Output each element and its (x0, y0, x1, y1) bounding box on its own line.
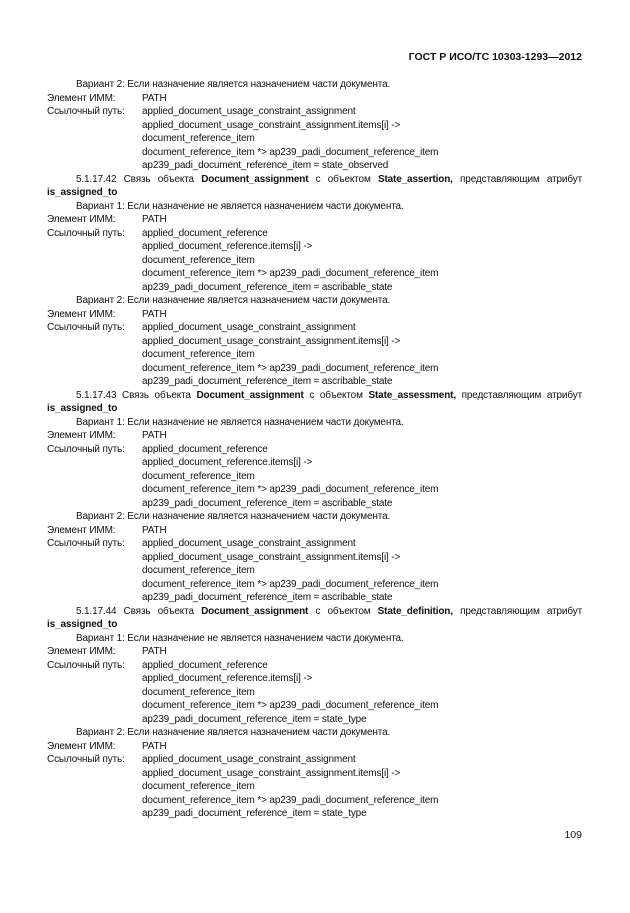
path-line: applied_document_usage_constraint_assignment.items[i] -> (142, 767, 401, 779)
path-line: applied_document_reference.items[i] -> (142, 457, 313, 468)
element-value: PATH (142, 214, 167, 225)
element-value: PATH (142, 308, 167, 320)
path-row (47, 564, 582, 578)
heading-entity: Document_assignment (196, 389, 304, 401)
path-line: applied_document_usage_constraint_assignment.items[i] -> (142, 119, 401, 131)
heading-entity: Document_assignment (201, 173, 309, 185)
path-row (47, 591, 582, 605)
heading-target: State_definition, (377, 605, 453, 617)
element-row (47, 92, 582, 106)
path-row (47, 767, 582, 781)
path-row (47, 780, 582, 794)
element-label: Элемент ИММ: (47, 646, 116, 657)
variant-title: Вариант 2: Если назначение является назначением части документа. (76, 79, 391, 90)
path-row (47, 375, 582, 389)
path-row (47, 227, 582, 241)
path-row (47, 497, 582, 511)
path-line: ap239_padi_document_reference_item = state_type (142, 808, 367, 819)
variant-title: Вариант 1: Если назначение не является назначением части документа. (76, 416, 404, 428)
path-row (47, 807, 582, 821)
path-line: document_reference_item *> ap239_padi_document_reference_item (142, 794, 439, 806)
path-line: document_reference_item *> ap239_padi_document_reference_item (142, 268, 439, 279)
path-line: applied_document_usage_constraint_assignment (142, 322, 356, 333)
element-value: PATH (142, 524, 167, 536)
path-label: Ссылочный путь: (47, 754, 125, 765)
path-label: Ссылочный путь: (47, 322, 125, 333)
document-header: ГОСТ Р ИСО/ТС 10303-1293—2012 (408, 51, 582, 63)
element-value: PATH (142, 92, 167, 104)
path-row (47, 483, 582, 497)
path-line: document_reference_item (142, 349, 255, 360)
path-line: document_reference_item (142, 133, 255, 144)
section-heading: 5.1.17.44 Связь объекта Document_assignment с объектом State_definition, представляющим атрибут is_assigned_to (47, 605, 582, 630)
path-line: ap239_padi_document_reference_item = ascribable_state (142, 376, 393, 387)
path-label: Ссылочный путь: (47, 659, 125, 671)
path-row (47, 281, 582, 295)
mapping-section (47, 389, 582, 605)
path-row (47, 119, 582, 133)
heading-target: State_assertion, (377, 173, 453, 185)
variant-title: Вариант 2: Если назначение является назначением части документа. (76, 727, 391, 738)
path-label: Ссылочный путь: (47, 538, 125, 549)
element-row (47, 645, 582, 659)
heading-attribute: is_assigned_to (47, 187, 118, 198)
path-line: applied_document_reference (142, 227, 268, 239)
path-line: ap239_padi_document_reference_item = state_observed (142, 160, 389, 171)
element-label: Элемент ИММ: (47, 308, 116, 320)
path-row (47, 578, 582, 592)
path-row (47, 537, 582, 551)
path-line: applied_document_usage_constraint_assignment (142, 106, 356, 117)
path-label: Ссылочный путь: (47, 443, 125, 455)
path-row (47, 254, 582, 268)
path-row (47, 335, 582, 349)
path-row (47, 753, 582, 767)
element-row (47, 308, 582, 322)
element-value: PATH (142, 740, 167, 752)
page-number: 109 (564, 829, 582, 841)
document-body (47, 78, 582, 821)
heading-number: 5.1.17.44 Связь объекта (76, 605, 202, 617)
path-line: applied_document_usage_constraint_assignment.items[i] -> (142, 551, 401, 563)
path-line: document_reference_item *> ap239_padi_document_reference_item (142, 362, 439, 374)
path-label: Ссылочный путь: (47, 227, 125, 239)
path-row (47, 267, 582, 281)
section-heading: 5.1.17.43 Связь объекта Document_assignment с объектом State_assessment, представляющим атрибут is_assigned_to (47, 389, 583, 414)
heading-number: 5.1.17.42 Связь объекта (76, 173, 202, 185)
path-row (47, 794, 582, 808)
path-line: document_reference_item *> ap239_padi_document_reference_item (142, 146, 439, 158)
path-line: document_reference_item *> ap239_padi_document_reference_item (142, 700, 439, 711)
variant-title: Вариант 1: Если назначение не является назначением части документа. (76, 200, 404, 212)
path-row (47, 240, 582, 254)
path-line: applied_document_reference.items[i] -> (142, 673, 313, 684)
path-line: document_reference_item (142, 254, 255, 266)
path-row (47, 713, 582, 727)
path-line: document_reference_item (142, 781, 255, 792)
path-row (47, 362, 582, 376)
element-row (47, 213, 582, 227)
path-line: applied_document_usage_constraint_assignment (142, 754, 356, 765)
path-line: applied_document_reference (142, 443, 268, 455)
element-label: Элемент ИММ: (47, 92, 116, 104)
path-row (47, 321, 582, 335)
element-label: Элемент ИММ: (47, 524, 116, 536)
path-row (47, 672, 582, 686)
path-line: document_reference_item *> ap239_padi_document_reference_item (142, 578, 439, 590)
heading-attribute: is_assigned_to (47, 619, 118, 630)
heading-attribute: is_assigned_to (47, 403, 118, 414)
variant-title: Вариант 2: Если назначение является назначением части документа. (76, 295, 391, 306)
heading-target: State_assessment, (368, 389, 456, 401)
element-label: Элемент ИММ: (47, 740, 116, 752)
mapping-section (47, 78, 582, 173)
path-label: Ссылочный путь: (47, 106, 125, 117)
element-value: PATH (142, 646, 167, 657)
path-row (47, 456, 582, 470)
path-line: document_reference_item (142, 565, 255, 576)
path-line: document_reference_item (142, 470, 255, 482)
path-line: applied_document_reference.items[i] -> (142, 241, 313, 252)
heading-entity: Document_assignment (201, 605, 309, 617)
element-row (47, 524, 582, 538)
variant-title: Вариант 1: Если назначение не является назначением части документа. (76, 632, 404, 644)
path-row (47, 686, 582, 700)
element-label: Элемент ИММ: (47, 214, 116, 225)
variant-title: Вариант 2: Если назначение является назначением части документа. (76, 511, 391, 522)
path-line: applied_document_reference (142, 659, 268, 671)
heading-number: 5.1.17.43 Связь объекта (76, 389, 197, 401)
element-label: Элемент ИММ: (47, 430, 116, 441)
path-line: document_reference_item (142, 686, 255, 698)
mapping-section (47, 173, 582, 389)
path-line: applied_document_usage_constraint_assignment.items[i] -> (142, 335, 401, 347)
path-row (47, 132, 582, 146)
element-row (47, 740, 582, 754)
element-row (47, 429, 582, 443)
element-value: PATH (142, 430, 167, 441)
path-row (47, 659, 582, 673)
path-line: ap239_padi_document_reference_item = ascribable_state (142, 592, 393, 603)
path-row (47, 159, 582, 173)
path-line: ap239_padi_document_reference_item = ascribable_state (142, 497, 393, 509)
path-row (47, 443, 582, 457)
section-heading: 5.1.17.42 Связь объекта Document_assignment с объектом State_assertion, представляющим атрибут is_assigned_to (47, 173, 582, 198)
path-line: ap239_padi_document_reference_item = state_type (142, 713, 367, 725)
path-line: applied_document_usage_constraint_assignment (142, 538, 356, 549)
path-row (47, 551, 582, 565)
path-row (47, 105, 582, 119)
path-line: document_reference_item *> ap239_padi_document_reference_item (142, 484, 439, 495)
path-row (47, 699, 582, 713)
path-row (47, 470, 582, 484)
path-row (47, 348, 582, 362)
mapping-section (47, 605, 582, 821)
path-line: ap239_padi_document_reference_item = ascribable_state (142, 281, 393, 293)
path-row (47, 146, 582, 160)
